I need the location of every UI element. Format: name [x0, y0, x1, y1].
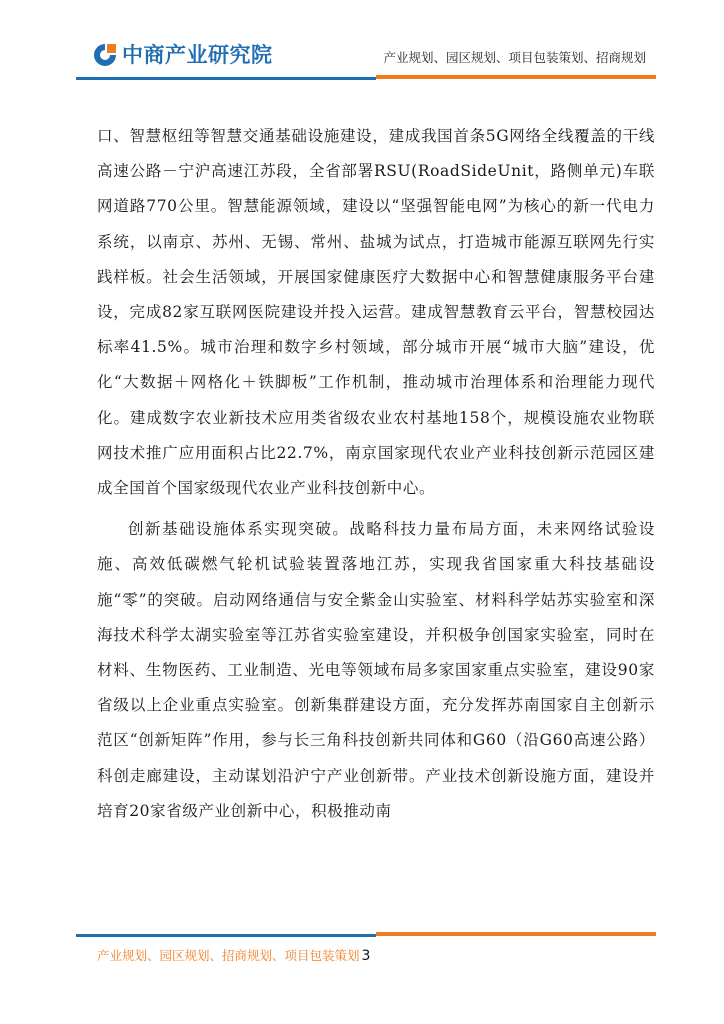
header-slogan: 产业规划、园区规划、项目包装策划、招商规划 — [383, 50, 646, 65]
logo — [92, 42, 273, 68]
footer-rule-blue — [76, 934, 376, 937]
paragraph-1: 口、智慧枢纽等智慧交通基础设施建设，建成我国首条5G网络全线覆盖的干线高速公路－宁沪高速江苏段，全省部署RSU(RoadSideUnit，路侧单元)车联网道路770公里。智慧能源领域，建设以“坚强智能电网”为核心的新一代电力系统，以南京、苏州、无锡、常州、盐城为试点，打造城市能源互联网先行实践样板。社会生活领域，开展国家健康医疗大数据中心和智慧健康服务平台建设，完成82家互联网医院建设并投入运营。建成智慧教育云平台，智慧校园达标率41.5%。城市治理和数字乡村领域，部分城市开展“城市大脑”建设，优化“大数据＋网格化＋铁脚板”工作机制，推动城市治理体系和治理能力现代化。建成数字农业新技术应用类省级农业农村基地158个，规模设施农业物联网技术推广应用面积占比22.7%，南京国家现代农业产业科技创新示范园区建成全国首个国家级现代农业产业科技创新中心。 — [97, 127, 655, 498]
paragraph-2: 创新基础设施体系实现突破。战略科技力量布局方面，未来网络试验设施、高效低碳燃气轮机试验装置落地江苏，实现我省国家重大科技基础设施“零”的突破。启动网络通信与安全紫金山实验室、材料科学姑苏实验室和深海技术科学太湖实验室等江苏省实验室建设，并积极争创国家实验室，同时在材料、生物医药、工业制造、光电等领域布局多家国家重点实验室，建设90家省级以上企业重点实验室。创新集群建设方面，充分发挥苏南国家自主创新示范区“创新矩阵”作用，参与长三角科技创新共同体和G60（沿G60高速公路）科创走廊建设，主动谋划沿沪宁产业创新带。产业技术创新设施方面，建设并培育20家省级产业创新中心，积极推动南 — [97, 520, 655, 820]
header-rule-blue — [76, 77, 376, 80]
page-footer — [97, 946, 370, 964]
logo-text: 中商产业研究院 — [122, 43, 273, 67]
footer-rule-orange — [376, 932, 656, 936]
header-rule-orange — [376, 75, 656, 79]
page-header — [0, 0, 724, 90]
page-number: 3 — [361, 948, 371, 964]
logo-mark-icon — [92, 42, 118, 68]
document-body — [97, 119, 655, 829]
footer-slogan: 产业规划、园区规划、招商规划、项目包装策划 — [97, 948, 360, 963]
